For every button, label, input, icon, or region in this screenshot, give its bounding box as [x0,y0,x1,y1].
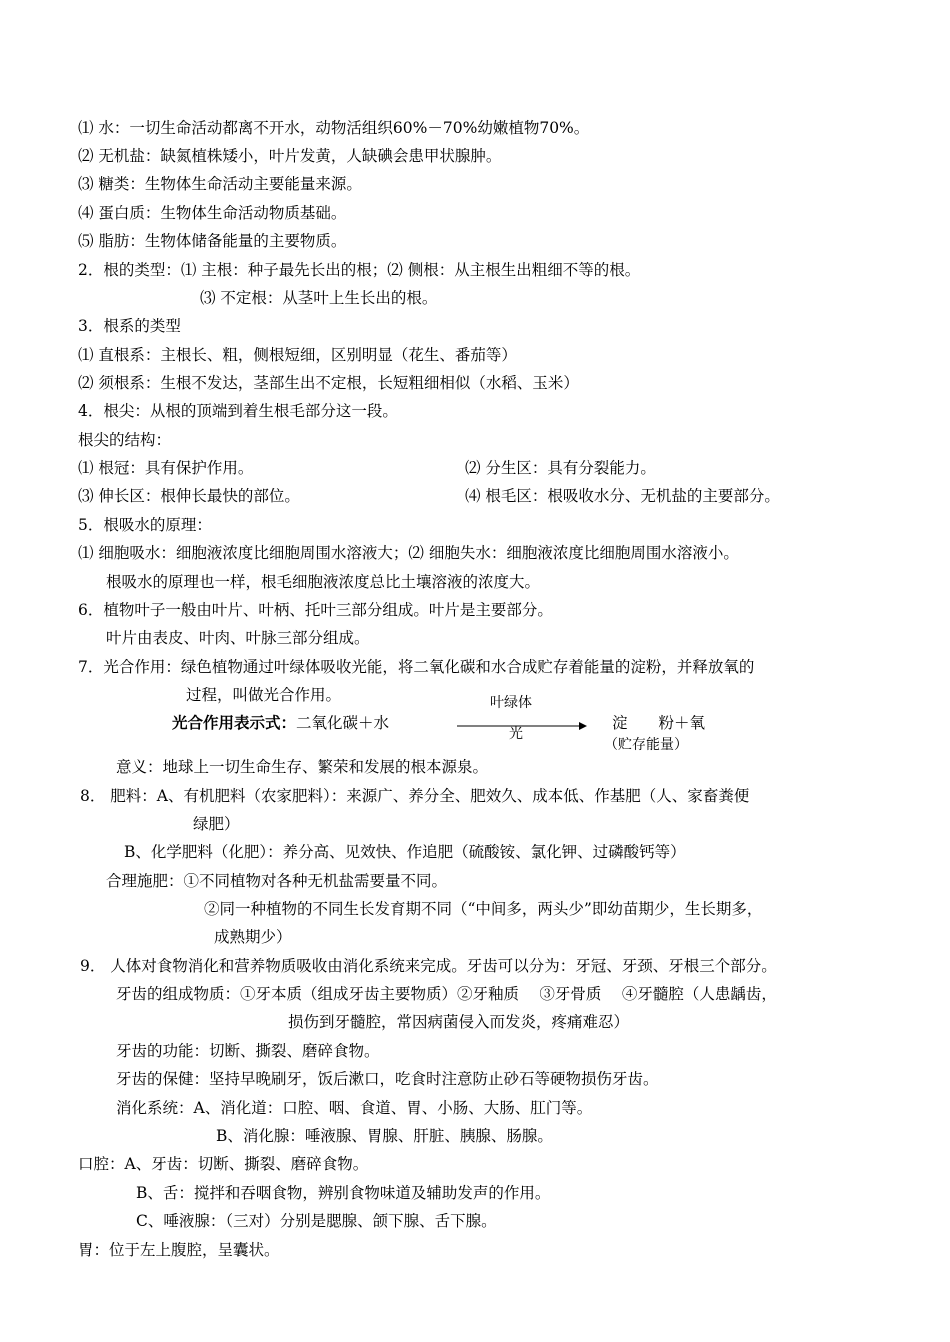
equation-reactants: 二氧化碳＋水 [296,714,390,732]
equation-label-text: 光合作用表示式： [172,713,297,732]
chemical-fertilizer: B、化学肥料（化肥）：养分高、见效快、作追肥（硫酸铵、氯化钾、过磷酸钙等） [124,843,686,861]
digestive-tract: 消化系统：A、消化道：口腔、咽、食道、胃、小肠、大肠、肛门等。 [116,1099,593,1117]
root-tip-structure-heading: 根尖的结构： [78,431,172,449]
section-root-system: 3．根系的类型 [78,317,181,335]
item-sugars: ⑶ 糖类：生物体生命活动主要能量来源。 [78,175,362,193]
item-water: ⑴ 水：一切生命活动都离不开水，动物活组织60%－70%幼嫩植物70%。 [78,119,590,137]
section-photosynthesis: 7．光合作用：绿色植物通过叶绿体吸收光能，将二氧化碳和水合成贮存着能量的淀粉，并释放氧的 [78,658,755,676]
root-system-fibrous: ⑵ 须根系：生根不发达，茎部生出不定根，长短粗细相似（水稻、玉米） [78,374,579,392]
item-fat: ⑸ 脂肪：生物体储备能量的主要物质。 [78,232,347,250]
root-hair-zone: ⑷ 根毛区：根吸收水分、无机盐的主要部分。 [465,487,780,505]
photosynthesis-cont: 过程，叫做光合作用。 [186,686,342,704]
item-minerals: ⑵ 无机盐：缺氮植株矮小，叶片发黄，人缺碘会患甲状腺肿。 [78,147,502,165]
root-cap: ⑴ 根冠：具有保护作用。 [78,459,254,477]
section-root-types: 2．根的类型：⑴ 主根：种子最先长出的根；⑵ 侧根：从主根生出粗细不等的根。 [78,261,641,279]
section-water-absorption: 5．根吸水的原理： [78,516,212,534]
item-protein: ⑷ 蛋白质：生物体生命活动物质基础。 [78,204,347,222]
equation-label [172,713,389,733]
tooth-care: 牙齿的保健：坚持早晚刷牙，饭后漱口，吃食时注意防止砂石等硬物损伤牙齿。 [116,1070,659,1088]
root-absorption-principle: 根吸水的原理也一样，根毛细胞液浓度总比土壤溶液的浓度大。 [106,573,541,591]
mouth-tongue: B、舌：搅拌和吞咽食物，辨别食物味道及辅助发声的作用。 [136,1184,551,1202]
section-fertilizer: 8． 肥料：A、有机肥料（农家肥料）：来源广、养分全、肥效久、成本低、作基肥（人、家畜粪便 [80,787,750,805]
rational-fertilization-cont: 成熟期少） [214,928,292,946]
root-system-tap: ⑴ 直根系：主根长、粗，侧根短细，区别明显（花生、番茄等） [78,346,517,364]
rational-fertilization: 合理施肥：①不同植物对各种无机盐需要量不同。 [106,872,448,890]
tooth-composition-cont: 损伤到牙髓腔，常因病菌侵入而发炎，疼痛难忍） [288,1013,630,1031]
cell-water-absorption: ⑴ 细胞吸水：细胞液浓度比细胞周围水溶液大；⑵ 细胞失水：细胞液浓度比细胞周围水溶液小。 [78,544,739,562]
meristem-zone: ⑵ 分生区：具有分裂能力。 [465,459,656,477]
section-leaf: 6．植物叶子一般由叶片、叶柄、托叶三部分组成。叶片是主要部分。 [78,601,553,619]
equation-condition-chlorophyll: 叶绿体 [490,695,532,711]
mouth-teeth: 口腔：A、牙齿：切断、撕裂、磨碎食物。 [78,1155,369,1173]
equation-note: （贮存能量） [604,737,688,753]
leaf-blade-parts: 叶片由表皮、叶肉、叶脉三部分组成。 [106,629,370,647]
tooth-function: 牙齿的功能：切断、撕裂、磨碎食物。 [116,1042,380,1060]
mouth-salivary-glands: C、唾液腺：（三对）分别是腮腺、颌下腺、舌下腺。 [136,1212,497,1230]
photosynthesis-significance: 意义：地球上一切生命生存、繁荣和发展的根本源泉。 [116,758,489,776]
digestive-glands: B、消化腺：唾液腺、胃腺、肝脏、胰腺、肠腺。 [216,1127,553,1145]
elongation-zone: ⑶ 伸长区：根伸长最快的部位。 [78,487,300,505]
root-type-adventitious: ⑶ 不定根：从茎叶上生长出的根。 [200,289,438,307]
section-digestion: 9． 人体对食物消化和营养物质吸收由消化系统来完成。牙齿可以分为：牙冠、牙颈、牙根三个部分。 [80,957,777,975]
stomach: 胃：位于左上腹腔，呈囊状。 [78,1241,280,1259]
equation-products: 淀 粉＋氧 [612,714,706,732]
section-root-tip: 4．根尖：从根的顶端到着生根毛部分这一段。 [78,402,398,420]
tooth-composition: 牙齿的组成物质：①牙本质（组成牙齿主要物质）②牙釉质 ③牙骨质 ④牙髓腔（人患龋齿， [116,985,777,1003]
equation-condition-light: 光 [509,726,523,742]
fertilizer-cont: 绿肥） [193,815,240,833]
rational-fertilization-2: ②同一种植物的不同生长发育期不同（“中间多，两头少”即幼苗期少，生长期多， [204,900,763,918]
